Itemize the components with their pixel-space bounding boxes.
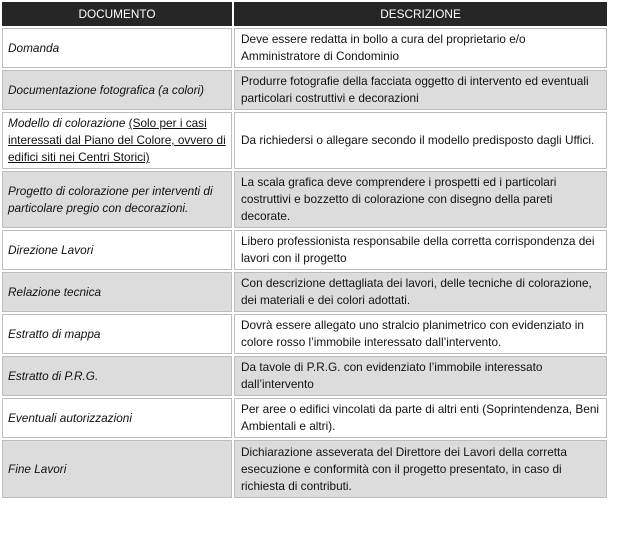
description-cell: La scala grafica deve comprendere i prospetti ed i particolari costruttivi e bozzetto di colorazione con disegno della pareti decorate. <box>234 171 607 228</box>
table-row <box>2 356 607 396</box>
document-name: Modello di colorazione <box>8 116 126 130</box>
document-cell: Estratto di mappa <box>2 314 232 354</box>
document-cell: Fine Lavori <box>2 440 232 498</box>
description-cell: Dovrà essere allegato uno stralcio planimetrico con evidenziato in colore rosso l’immobile interessato dall’intervento. <box>234 314 607 354</box>
document-cell <box>2 112 232 169</box>
description-cell: Da richiedersi o allegare secondo il modello predisposto dagli Uffici. <box>234 112 607 169</box>
description-cell: Produrre fotografie della facciata oggetto di intervento ed eventuali particolari costruttivi e decorazioni <box>234 70 607 110</box>
table-row <box>2 440 607 498</box>
document-cell: Eventuali autorizzazioni <box>2 398 232 438</box>
table-row <box>2 171 607 228</box>
column-header-document: DOCUMENTO <box>2 2 232 26</box>
table-row <box>2 70 607 110</box>
table-row <box>2 112 607 169</box>
table-row <box>2 398 607 438</box>
table-row <box>2 314 607 354</box>
document-cell: Documentazione fotografica (a colori) <box>2 70 232 110</box>
description-cell: Per aree o edifici vincolati da parte di altri enti (Soprintendenza, Beni Ambientali e altri). <box>234 398 607 438</box>
document-cell: Domanda <box>2 28 232 68</box>
document-cell: Relazione tecnica <box>2 272 232 312</box>
table-row <box>2 230 607 270</box>
document-cell: Progetto di colorazione per interventi di particolare pregio con decorazioni. <box>2 171 232 228</box>
document-cell: Estratto di P.R.G. <box>2 356 232 396</box>
column-header-description: DESCRIZIONE <box>234 2 607 26</box>
description-cell: Deve essere redatta in bollo a cura del proprietario e/o Amministratore di Condominio <box>234 28 607 68</box>
document-note: (Solo per i casi interessati dal Piano del Colore, ovvero di edifici siti nei Centri Storici) <box>8 116 226 164</box>
description-cell: Dichiarazione asseverata del Direttore dei Lavori della corretta esecuzione e conformità con il progetto presentato, in caso di richiesta di contributi. <box>234 440 607 498</box>
description-cell: Con descrizione dettagliata dei lavori, delle tecniche di colorazione, dei materiali e dei colori adottati. <box>234 272 607 312</box>
table-row <box>2 272 607 312</box>
description-cell: Da tavole di P.R.G. con evidenziato l’immobile interessato dall’intervento <box>234 356 607 396</box>
table-row <box>2 28 607 68</box>
document-cell: Direzione Lavori <box>2 230 232 270</box>
header-row <box>2 2 607 26</box>
description-cell: Libero professionista responsabile della corretta corrispondenza dei lavori con il progetto <box>234 230 607 270</box>
